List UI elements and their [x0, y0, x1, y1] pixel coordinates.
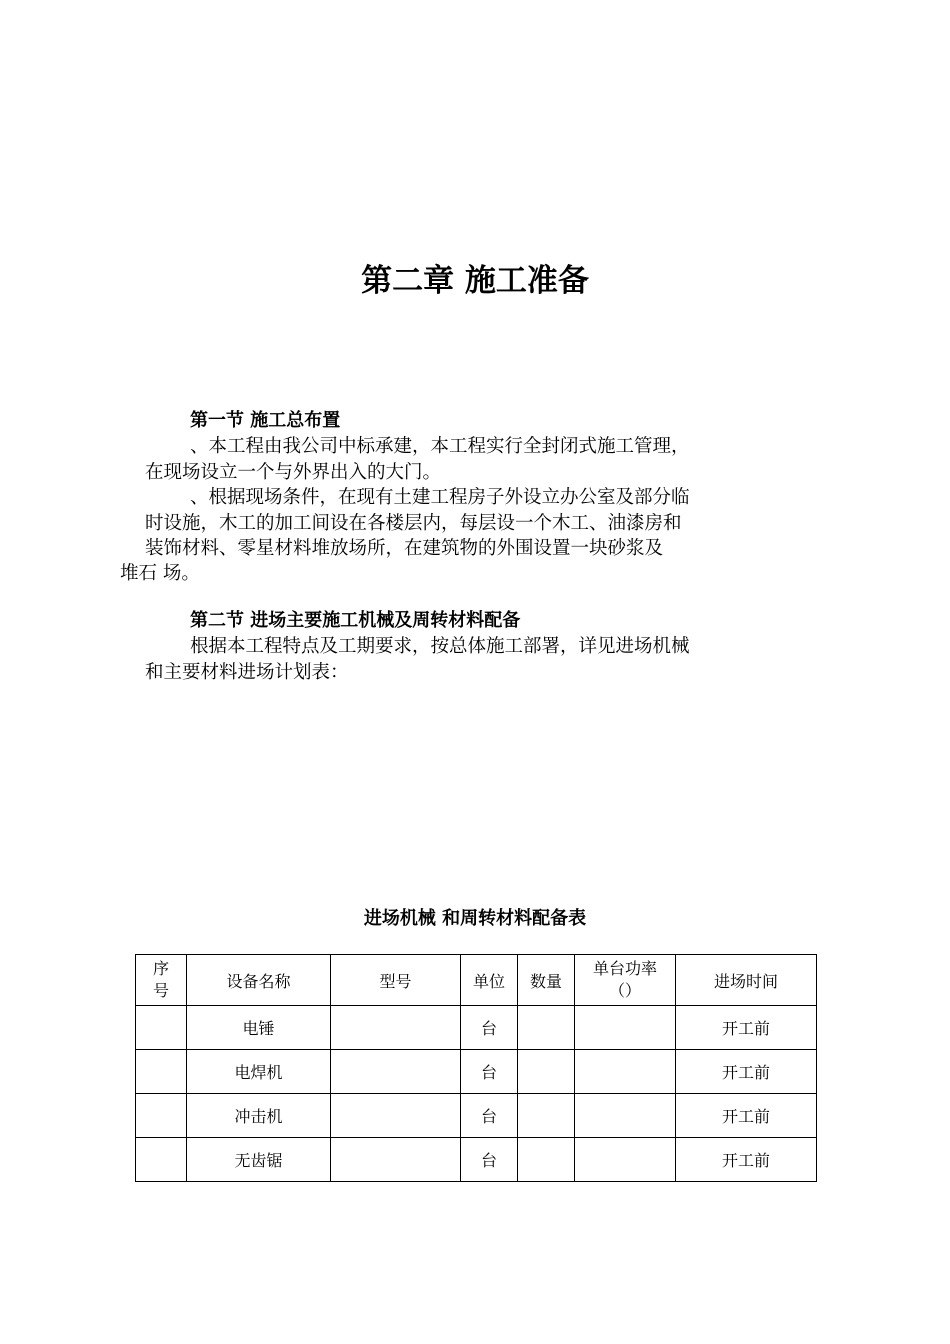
- cell-qty: [518, 1006, 575, 1050]
- section1-para2-line1: 、根据现场条件，在现有土建工程房子外设立办公室及部分临: [190, 487, 690, 508]
- header-seq-line2: 号: [152, 981, 169, 1000]
- cell-model: [331, 1050, 461, 1094]
- cell-seq: [136, 1094, 187, 1138]
- table-row: [136, 1006, 817, 1050]
- cell-seq: [136, 1138, 187, 1182]
- section1-para1-line2: 在现场设立一个与外界出入的大门。: [145, 462, 442, 483]
- cell-time: 开工前: [676, 1006, 817, 1050]
- cell-time: 开工前: [676, 1050, 817, 1094]
- cell-unit: 台: [461, 1094, 518, 1138]
- cell-model: [331, 1006, 461, 1050]
- cell-time: 开工前: [676, 1138, 817, 1182]
- cell-qty: [518, 1138, 575, 1182]
- cell-time: 开工前: [676, 1094, 817, 1138]
- header-model: 型号: [331, 955, 461, 1006]
- cell-name: 无齿锯: [187, 1138, 331, 1182]
- cell-unit: 台: [461, 1050, 518, 1094]
- cell-power: [575, 1094, 676, 1138]
- header-unit: 单位: [461, 955, 518, 1006]
- cell-seq: [136, 1050, 187, 1094]
- cell-model: [331, 1094, 461, 1138]
- cell-qty: [518, 1050, 575, 1094]
- cell-power: [575, 1050, 676, 1094]
- table-header-row: [136, 955, 817, 1006]
- cell-model: [331, 1138, 461, 1182]
- cell-name: 电锤: [187, 1006, 331, 1050]
- cell-unit: 台: [461, 1006, 518, 1050]
- section1-para2-line2: 时设施，木工的加工间设在各楼层内，每层设一个木工、油漆房和: [145, 513, 682, 534]
- header-name: 设备名称: [187, 955, 331, 1006]
- cell-name: 电焊机: [187, 1050, 331, 1094]
- table-row: [136, 1138, 817, 1182]
- header-power-line1: 单台功率: [592, 959, 657, 978]
- equipment-table: [135, 954, 817, 1182]
- section2-para1-line1: 根据本工程特点及工期要求，按总体施工部署，详见进场机械: [190, 636, 690, 657]
- cell-unit: 台: [461, 1138, 518, 1182]
- section1-heading: 第一节 施工总布置: [190, 410, 341, 431]
- header-seq-line1: 序: [152, 959, 169, 978]
- table-row: [136, 1094, 817, 1138]
- section1-para2-line4: 堆石 场。: [120, 563, 200, 584]
- header-power-line2: （）: [608, 981, 641, 1000]
- cell-seq: [136, 1006, 187, 1050]
- section1-para2-line3: 装饰材料、零星材料堆放场所，在建筑物的外围设置一块砂浆及: [145, 538, 664, 559]
- section2-heading: 第二节 进场主要施工机械及周转材料配备: [190, 610, 521, 631]
- cell-power: [575, 1138, 676, 1182]
- header-seq: [136, 955, 187, 1006]
- table-title: 进场机械 和周转材料配备表: [363, 908, 587, 929]
- table-row: [136, 1050, 817, 1094]
- header-qty: 数量: [518, 955, 575, 1006]
- header-time: 进场时间: [676, 955, 817, 1006]
- header-power: [575, 955, 676, 1006]
- cell-qty: [518, 1094, 575, 1138]
- section2-para1-line2: 和主要材料进场计划表：: [145, 662, 349, 683]
- cell-name: 冲击机: [187, 1094, 331, 1138]
- cell-power: [575, 1006, 676, 1050]
- section1-para1-line1: 、本工程由我公司中标承建，本工程实行全封闭式施工管理，: [190, 436, 690, 457]
- chapter-title: 第二章 施工准备: [361, 263, 589, 299]
